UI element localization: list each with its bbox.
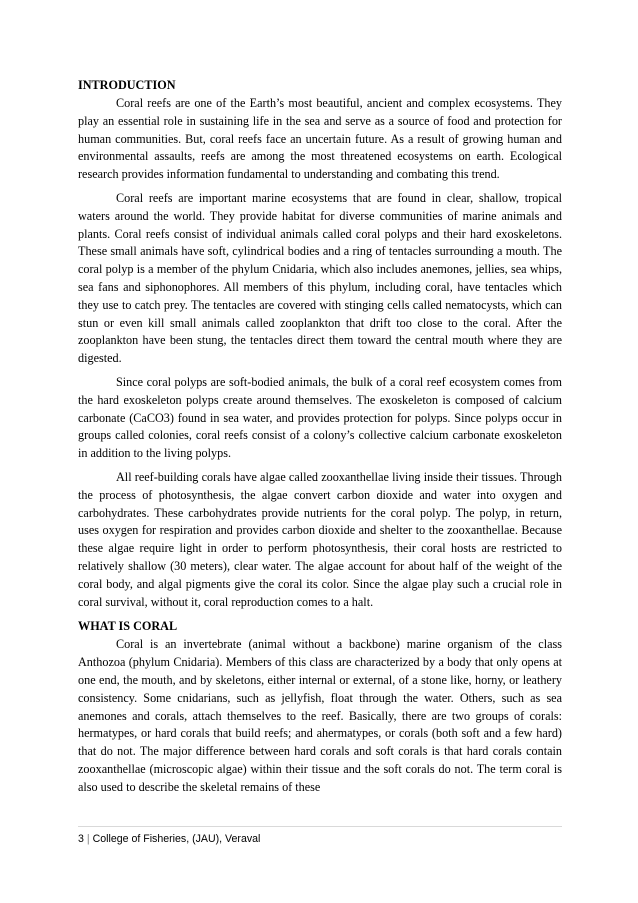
paragraph: Since coral polyps are soft-bodied animals, the bulk of a coral reef ecosystem comes from the hard exoskeleton polyps create around themselves. The exoskeleton is composed of calcium carbonate (CaCO3) found in sea water, and provides protection for polyps. Since polyps occur in groups called colonies, coral reefs consist of a colony’s collective calcium carbonate exoskeleton in addition to the living polyps. xyxy=(78,374,562,461)
paragraph: Coral reefs are important marine ecosystems that are found in clear, shallow, tropical waters around the world. They provide habitat for diverse communities of marine animals and plants. Coral reefs consist of individual animals called coral polyps and their hard exoskeletons. These small animals have soft, cylindrical bodies and a ring of tentacles surrounding a mouth. The coral polyp is a member of the phylum Cnidaria, which also includes anemones, jellies, sea whips, sea fans and siphonophores. All members of this phylum, including coral, have tentacles which they use to catch prey. The tentacles are covered with stinging cells called nematocysts, which can stun or even kill small animals called zooplankton that drift too close to the coral. After the zooplankton have been stung, the tentacles direct them toward the central mouth where they are digested. xyxy=(78,190,562,366)
section-heading: INTRODUCTION xyxy=(78,78,176,92)
footer-divider xyxy=(78,826,562,827)
section-introduction xyxy=(78,76,562,611)
section-heading: WHAT IS CORAL xyxy=(78,619,178,634)
paragraph: Coral is an invertebrate (animal without a backbone) marine organism of the class Anthozoa (phylum Cnidaria). Members of this class are characterized by a body that only opens at one end, the mouth, and by skeletons, either internal or external, of a stone like, horny, or leathery consistency. Some cnidarians, such as jellyfish, float through the water. Others, such as sea anemones and corals, attach themselves to the reef. Basically, there are two groups of corals: hermatypes, or hard corals that build reefs; and ahermatypes, or corals (both soft and a few hard) that do not. The major difference between hard corals and soft corals is that hard corals contain zooxanthellae (microscopic algae) within their tissue and the soft corals do not. The term coral is also used to describe the skeletal remains of these xyxy=(78,637,562,794)
section-what-is-coral xyxy=(78,617,562,796)
footer-institution: College of Fisheries, (JAU), Veraval xyxy=(92,833,261,845)
paragraph: All reef-building corals have algae called zooxanthellae living inside their tissues. Through the process of photosynthesis, the algae convert carbon dioxide and water into oxygen and carbohydrates. These carbohydrates provide nutrients for the coral polyp. The polyp, in return, uses oxygen for respiration and provides carbon dioxide and shelter to the zooxanthellae. Because these algae require light in order to perform photosynthesis, their coral hosts are restricted to relatively shallow (30 meters), clear water. The algae account for about half of the weight of the coral body, and algal pigments give the coral its color. Since the algae play such a crucial role in coral survival, without it, coral reproduction comes to a halt. xyxy=(78,469,562,609)
page-footer xyxy=(78,832,260,846)
footer-separator: | xyxy=(86,833,90,845)
page-body xyxy=(78,76,562,802)
page-number: 3 xyxy=(78,833,84,845)
paragraph: Coral reefs are one of the Earth’s most beautiful, ancient and complex ecosystems. They play an essential role in sustaining life in the sea and serve as a source of food and protection for human communities. But, coral reefs face an uncertain future. As a result of growing human and environmental assaults, reefs are among the most threatened ecosystems on earth. Ecological research provides information fundamental to understanding and combating this trend. xyxy=(78,96,562,182)
